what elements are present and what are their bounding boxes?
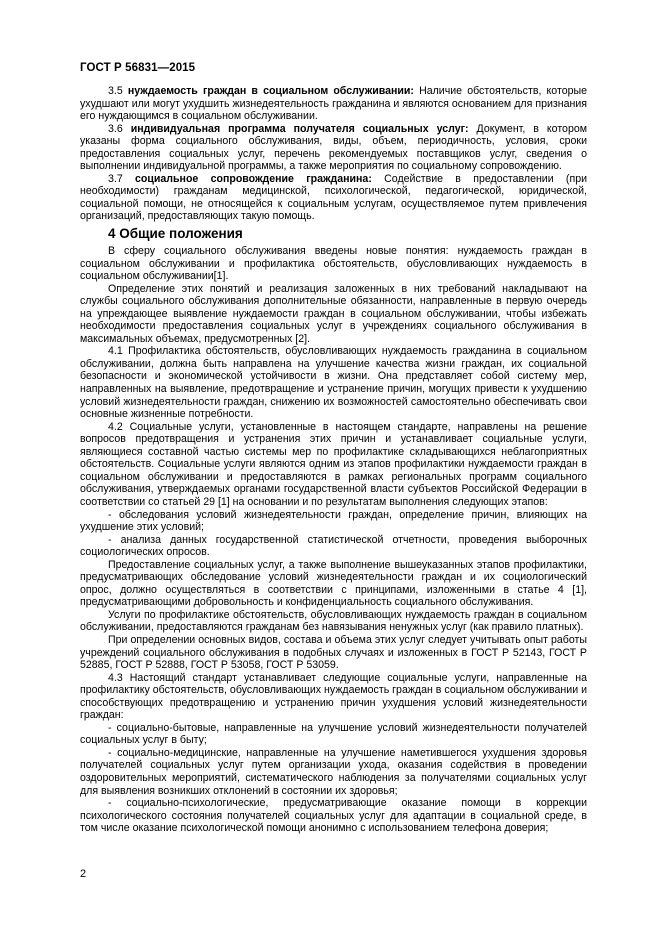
term-number: 3.5 <box>108 85 123 97</box>
paragraph-4-2: 4.2 Социальные услуги, установленные в настоящем стандарте, направлены на решение вопросов предотвращения и устранения этих причин и устанавливает социальные услуги, являющиеся составной частью системы мер по профилактике складывающихся неблагоприятных обстоятельств. Социальные услуги являются одним из этапов профилактики нуждаемости граждан в социальном обслуживании и предоставляются в рамках региональных программ социального обслуживания, утверждаемых органами государственной власти субъектов Российской Федерации в соответствии со статьей 29 [1] на основании и по результатам выполнения следующих этапов: <box>80 420 587 508</box>
list-item: - социально-бытовые, направленные на улучшение условий жизнедеятельности получателей социальных услуг в быту; <box>80 721 587 747</box>
page-number: 2 <box>80 868 87 880</box>
paragraph-4-1: 4.1 Профилактика обстоятельств, обусловливающих нуждаемость гражданина в социальном обслуживании, должна быть направлена на улучшение качества жизни граждан, их социальной безопасности и экономической устойчивости в жизни. Она представляет собой систему мер, направленных на выявление, предотвращение и устранение причин, могущих привести к ухудшению условий жизнедеятельности граждан, снижению их возможностей самостоятельно обеспечивать свои основные жизненные потребности. <box>80 345 587 421</box>
term-3-5 <box>80 85 587 123</box>
term-number: 3.6 <box>108 122 123 135</box>
paragraph: При определении основных видов, состава и объема этих услуг следует учитывать опыт работы учреждений социального обслуживания в подобных случаях и изложенных в ГОСТ Р 52143, ГОСТ Р 52885, ГОСТ Р 52888, ГОСТ Р 53058, ГОСТ Р 53059. <box>80 633 587 672</box>
term-number: 3.7 <box>108 172 123 185</box>
term-title: социальное сопровождение гражданина: <box>135 172 372 185</box>
paragraph: Предоставление социальных услуг, а также выполнение вышеуказанных этапов профилактики, предусматривающих обследование условий жизнедеятельности граждан и их социологический опрос, должно осуществляться в соответствии с принципами, изложенными в статье 4 [1], предусматривающими добровольность и конфиденциальность социального обслуживания. <box>80 558 587 609</box>
paragraph: Услуги по профилактике обстоятельств, обусловливающих нуждаемость граждан в социальном обслуживании, предоставляются гражданам без навязывания ненужных услуг (как правило платных). <box>80 608 587 634</box>
term-3-6 <box>80 123 587 173</box>
section-title: 4 Общие положения <box>108 226 243 242</box>
term-title: нуждаемость граждан в социальном обслуживании: <box>127 85 414 97</box>
list-item: - социально-психологические, предусматривающие оказание помощи в коррекции психологического состояния получателей социальных услуг для адаптации в социальной среде, в том числе оказание психологической помощи анонимно с использованием телефона доверия; <box>80 797 587 835</box>
term-title: индивидуальная программа получателя социальных услуг: <box>130 122 469 135</box>
list-item: - анализа данных государственной статистической отчетности, проведения выборочных социологических опросов. <box>80 533 587 559</box>
document-header: ГОСТ Р 56831—2015 <box>80 62 196 74</box>
term-3-7 <box>80 173 587 223</box>
paragraph: В сферу социального обслуживания введены новые понятия: нуждаемость граждан в социальном обслуживании и профилактика обстоятельств, обусловливающих нуждаемость в социальном обслуживании[1]. <box>80 245 587 283</box>
paragraph: Определение этих понятий и реализация заложенных в них требований накладывают на службы социального обслуживания дополнительные обязанности, направленные в первую очередь на упреждающее выявление нуждаемости граждан в социальном обслуживании, чтобы избежать необходимости предоставления социальных услуг в учреждениях социального обслуживания в максимальных объемах, предусмотренных [2]. <box>80 282 587 345</box>
paragraph-4-3: 4.3 Настоящий стандарт устанавливает следующие социальные услуги, направленные на профилактику обстоятельств, обусловливающих нуждаемость граждан в социальном обслуживании и способствующих предотвращению и устранению причин ухудшения условий жизнедеятельности граждан: <box>80 671 587 722</box>
list-item: - социально-медицинские, направленные на улучшение наметившегося ухудшения здоровья получателей социальных услуг путем организации ухода, оказания содействия в проведении оздоровительных мероприятий, систематического наблюдения за получателями социальных услуг для выявления возникших отклонений в состоянии их здоровья; <box>80 746 587 797</box>
term-definition: Наличие обстоятельств, которые ухудшают или могут ухудшить жизнедеятельность гражданина и являются основанием для признания его нуждающимся в социальном обслуживании. <box>80 85 587 123</box>
term-definition: Содействие в предоставлении (при необходимости) гражданам медицинской, психологической, педагогической, юридической, социальной помощи, не относящейся к социальным услугам, осуществляемое путем привлечения организаций, предоставляющих такую помощь. <box>80 172 588 223</box>
term-definition: Документ, в котором указаны форма социального обслуживания, виды, объем, периодичность, условия, сроки предоставления социальных услуг, перечень рекомендуемых поставщиков услуг, сведения о выполнении индивидуальной программы, а также мероприятия по социальному сопровождению. <box>80 122 588 173</box>
list-item: - обследования условий жизнедеятельности граждан, определение причин, влияющих на ухудшение этих условий; <box>80 508 587 534</box>
document-body <box>80 85 587 835</box>
